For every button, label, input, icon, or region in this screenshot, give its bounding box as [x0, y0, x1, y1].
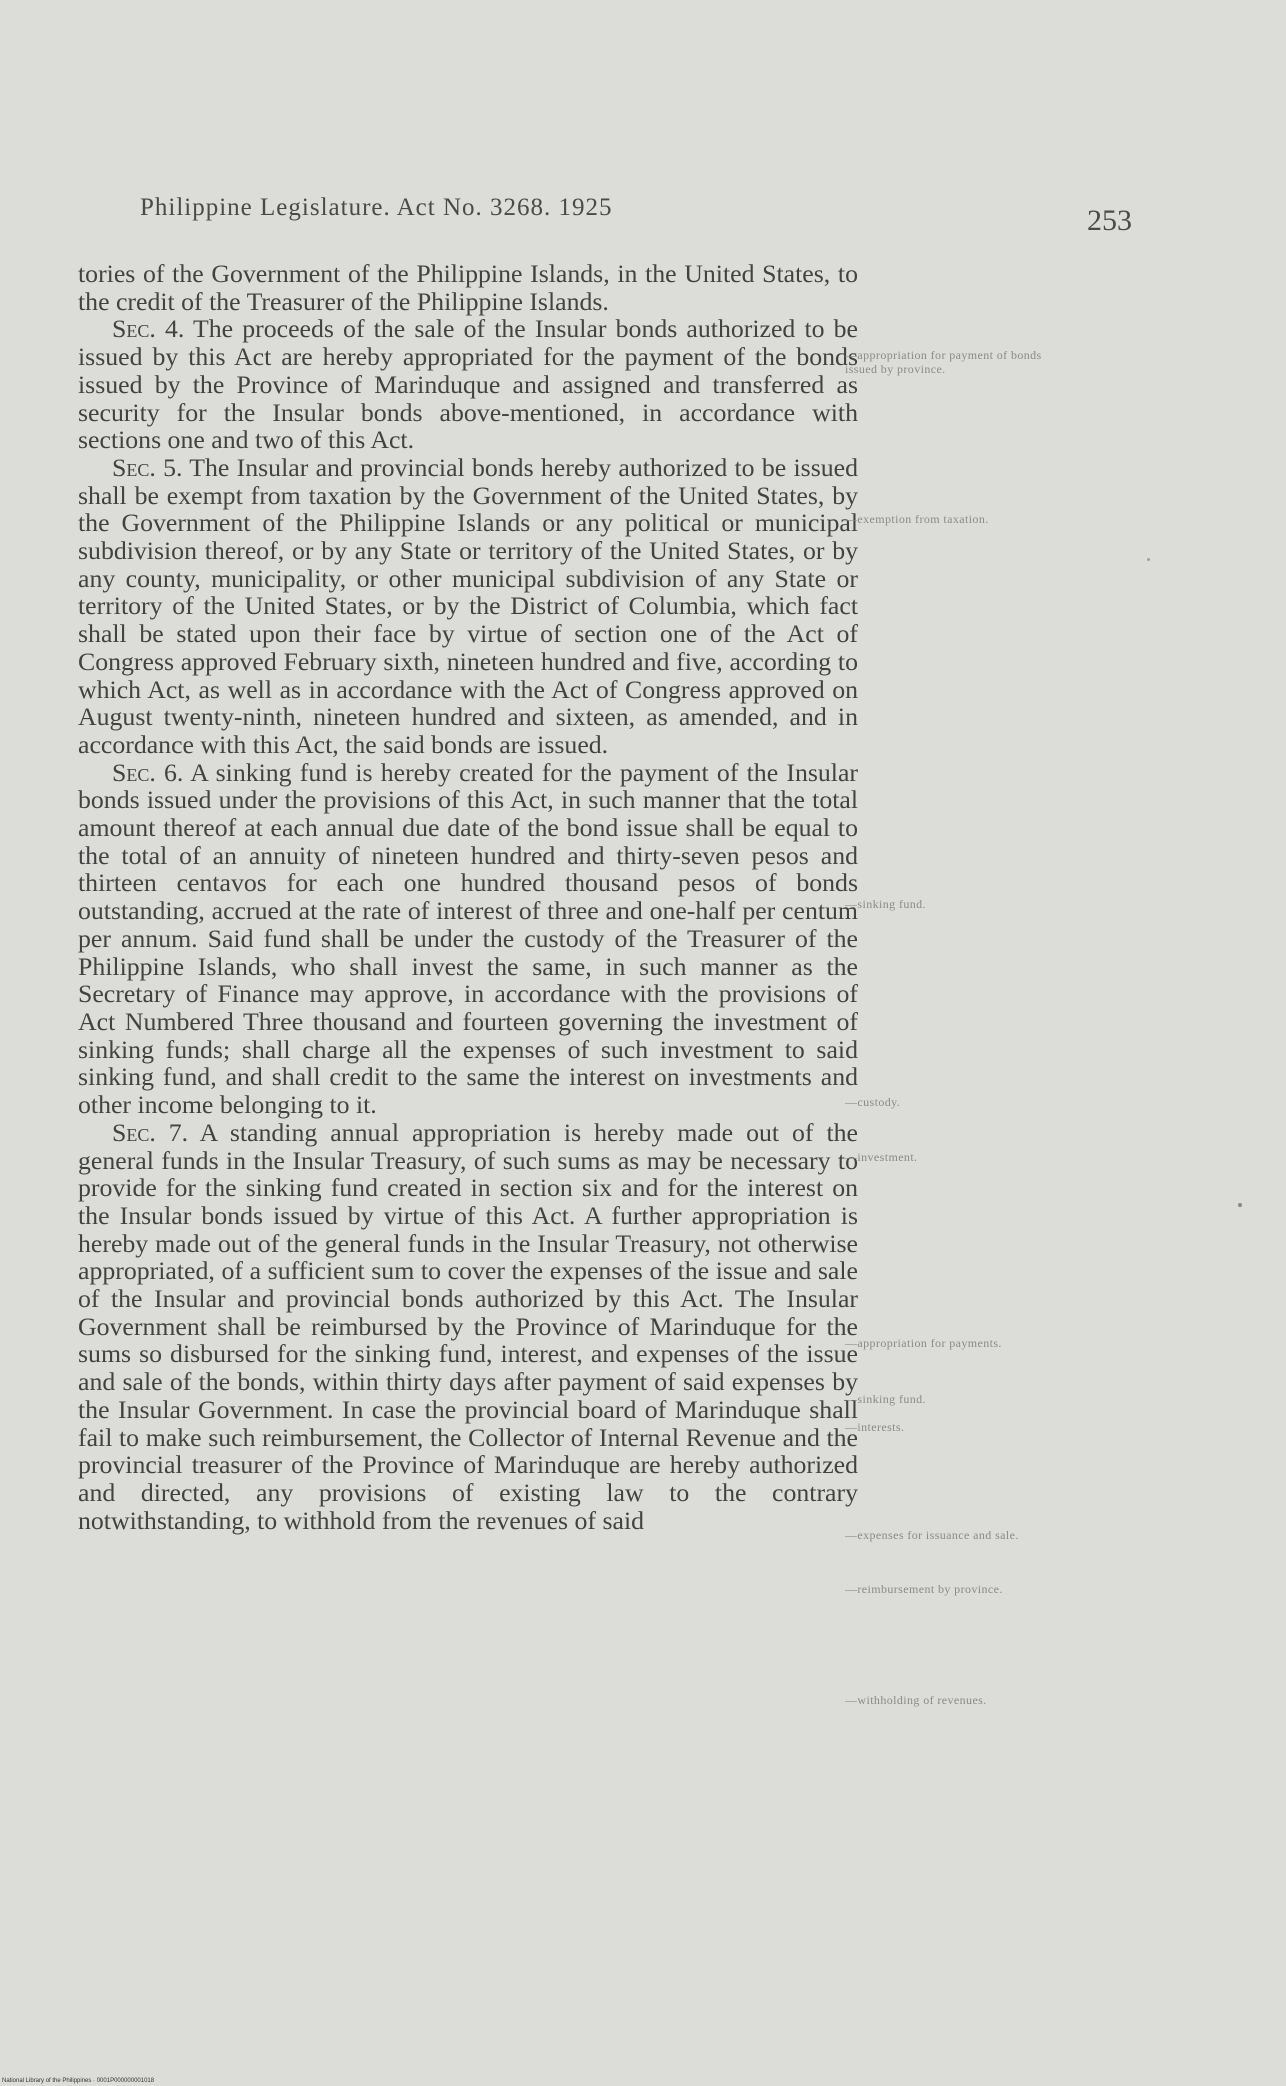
margin-note: —sinking fund. — [845, 1392, 926, 1406]
margin-note: —appropriation for payments. — [845, 1336, 1002, 1350]
margin-note: —custody. — [845, 1095, 901, 1109]
section-7 — [78, 1119, 858, 1535]
margin-note: —sinking fund. — [845, 897, 926, 911]
section-4 — [78, 315, 858, 454]
margin-note: —exemption from taxation. — [845, 512, 989, 526]
section-text: The proceeds of the sale of the Insular bonds authorized to be issued by this Act are hereby appropriated for the payment of the bonds issued by the Province of Marinduque and assigned and transferred as security for the Insular bonds above-mentioned, in accordance with sections one and two of this Act. — [78, 314, 858, 455]
section-label: Sec. 4. — [112, 314, 185, 344]
paper-speck — [1147, 558, 1150, 561]
scan-footer: National Library of the Philippines · 0001P000000001018 — [2, 2078, 155, 2084]
section-5 — [78, 454, 858, 759]
section-label: Sec. 5. — [112, 452, 183, 482]
margin-note: —appropriation for payment of bonds issued by province. — [845, 348, 1042, 376]
section-label: Sec. 7. — [112, 1117, 189, 1147]
page-number: 253 — [1087, 204, 1132, 237]
margin-note: —interests. — [845, 1420, 905, 1434]
running-header: Philippine Legislature. Act No. 3268. 1925 — [140, 194, 613, 221]
margin-note: —withholding of revenues. — [845, 1693, 987, 1707]
paragraph-continuation: tories of the Government of the Philippine Islands, in the United States, to the credit of the Treasurer of the Philippine Islands. — [78, 259, 858, 316]
section-6 — [78, 759, 858, 1119]
margin-note: —investment. — [845, 1150, 918, 1164]
section-text: A standing annual appropriation is hereby made out of the general funds in the Insular Treasury, of such sums as may be necessary to provide for the sinking fund created in section six and for the interest on the Insular bonds issued by virtue of this Act. A further appropriation is hereby made out of the general funds in the Insular Treasury, not otherwise appropriated, of a sufficient sum to cover the expenses of the issue and sale of the Insular and provincial bonds authorized by this Act. The Insular Government shall be reimbursed by the Province of Marinduque for the sums so disbursed for the sinking fund, interest, and expenses of the issue and sale of the bonds, within thirty days after payment of said expenses by the Insular Government. In case the provincial board of Marinduque shall fail to make such reimbursement, the Collector of Internal Revenue and the provincial treasurer of the Province of Marinduque are hereby authorized and directed, any provisions of existing law to the contrary notwithstanding, to withhold from the revenues of said — [78, 1117, 858, 1535]
margin-note: —reimbursement by province. — [845, 1582, 1003, 1596]
margin-note: —expenses for issuance and sale. — [845, 1528, 1019, 1542]
paper-speck — [1238, 1203, 1242, 1207]
section-label: Sec. 6. — [112, 757, 184, 787]
body-text — [78, 260, 858, 1534]
section-text: The Insular and provincial bonds hereby authorized to be issued shall be exempt from taxation by the Government of the United States, by the Government of the Philippine Islands or any political or municipal subdivision thereof, or by any State or territory of the United States, or by any county, municipality, or other municipal subdivision of any State or territory of the United States, or by the District of Columbia, which fact shall be stated upon their face by virtue of section one of the Act of Congress approved February sixth, nineteen hundred and five, according to which Act, as well as in accordance with the Act of Congress approved on August twenty-ninth, nineteen hundred and sixteen, as amended, and in accordance with this Act, the said bonds are issued. — [78, 452, 858, 759]
section-text: A sinking fund is hereby created for the payment of the Insular bonds issued under the provisions of this Act, in such manner that the total amount thereof at each annual due date of the bond issue shall be equal to the total of an annuity of nineteen hundred and thirty-seven pesos and thirteen centavos for each one hundred thousand pesos of bonds outstanding, accrued at the rate of interest of three and one-half per centum per annum. Said fund shall be under the custody of the Treasurer of the Philippine Islands, who shall invest the same, in such manner as the Secretary of Finance may approve, in accordance with the provisions of Act Numbered Three thousand and fourteen governing the investment of sinking funds; shall charge all the expenses of such investment to said sinking fund, and shall credit to the same the interest on investments and other income belonging to it. — [78, 757, 858, 1120]
